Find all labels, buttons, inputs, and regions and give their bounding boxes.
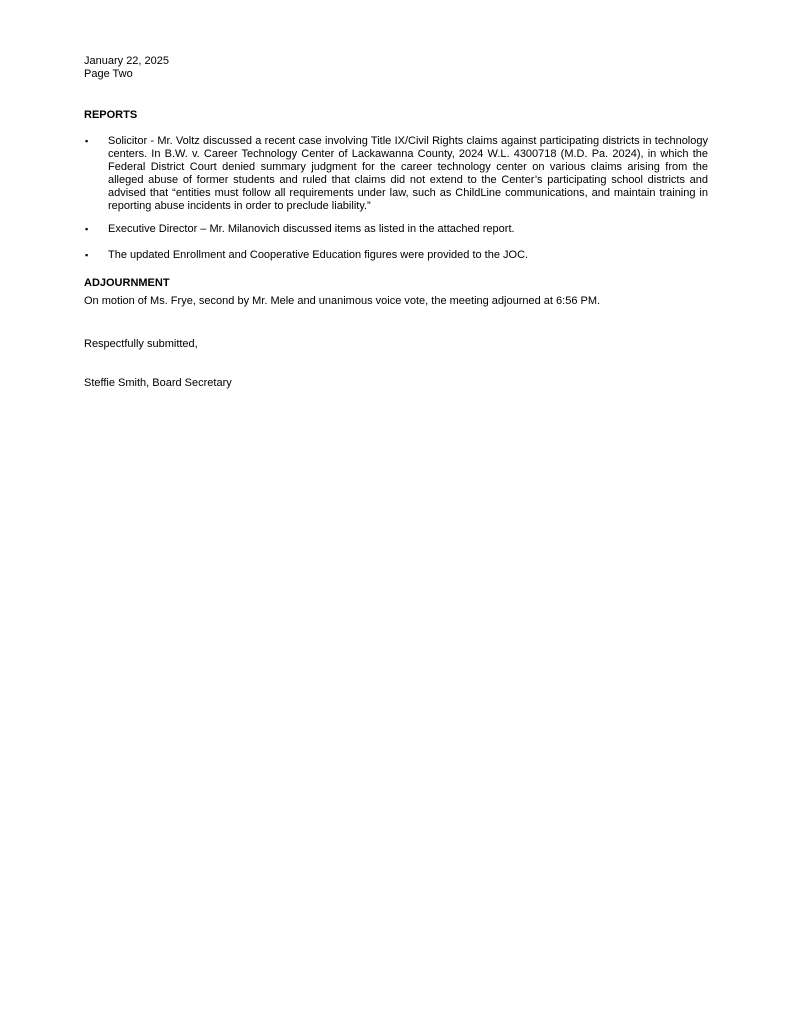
list-item-executive-director [84, 223, 708, 236]
report-solicitor-text: Solicitor - Mr. Voltz discussed a recent case involving Title IX/Civil Rights claims against participating districts in technology centers. In B.W. v. Career Technology Center of Lackawanna County, 2024 W.L. 4300718 (M.D. Pa. 2024), in which the Federal District Court denied summary judgment for the career technology center on various claims arising from the alleged abuse of former students and ruled that claims did not extend to the Center’s participating school districts and advised that “entities must follow all requirements under law, such as ChildLine communications, and maintain training in reporting abuse incidents in order to preclude liability.” [108, 135, 708, 212]
document-date: January 22, 2025 [84, 55, 170, 67]
report-enrollment-text: The updated Enrollment and Cooperative Education figures were provided to the JOC. [108, 249, 529, 261]
adjournment-heading: ADJOURNMENT [84, 277, 170, 289]
closing-salutation: Respectfully submitted, [84, 338, 198, 350]
signatory: Steffie Smith, Board Secretary [84, 377, 232, 389]
reports-list-item-3 [84, 249, 708, 262]
report-executive-director-text: Executive Director – Mr. Milanovich discussed items as listed in the attached report. [108, 223, 515, 235]
bullet-icon: ▪ [85, 136, 89, 146]
list-item-solicitor [84, 135, 708, 213]
list-item-enrollment [84, 249, 708, 262]
page-number: Page Two [84, 68, 133, 80]
bullet-icon: ▪ [85, 224, 89, 234]
reports-list [84, 135, 708, 213]
adjournment-text: On motion of Ms. Frye, second by Mr. Mele and unanimous voice vote, the meeting adjourned at 6:56 PM. [84, 295, 601, 307]
bullet-icon: ▪ [85, 250, 89, 260]
reports-list-item-2 [84, 223, 708, 236]
reports-heading: REPORTS [84, 109, 138, 121]
